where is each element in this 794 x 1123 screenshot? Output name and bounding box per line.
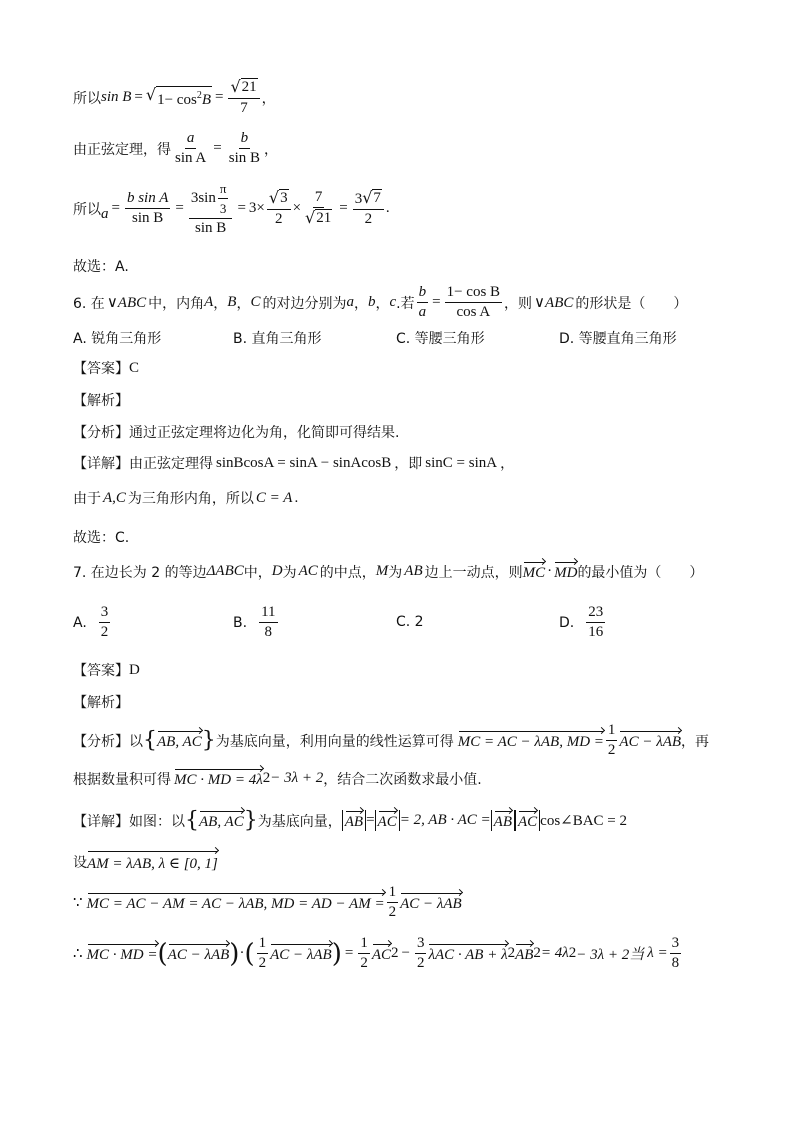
math: = (134, 89, 143, 105)
q6-xiangjie: 【详解】 由正弦定理得 sinBcosA = sinA − sinAcosB ，即 sinC = sinA ， (73, 454, 515, 472)
math: sin B (101, 89, 132, 105)
math: 1− cos (157, 92, 197, 108)
fraction: $\frac{b}{a}$ (418, 284, 427, 320)
math: 7 (240, 100, 248, 116)
q6-option-c: C. 等腰三角形 (396, 331, 485, 347)
q6-because: 由于 A,C 为三角形内角，所以 C = A . (73, 489, 299, 507)
math: a (101, 206, 109, 222)
text: 由正弦定理，得 (73, 141, 171, 158)
fraction: 7 √ 21 (305, 189, 332, 227)
q6-option-a: A. 锐角三角形 (73, 331, 162, 347)
math: B (201, 92, 211, 108)
q7-option-a: A. $\frac{3}{2}$ (73, 604, 109, 640)
fraction: 3 √ 7 2 (353, 189, 384, 228)
sup: 2 (196, 90, 202, 101)
q7-option-c: C. 2 (396, 614, 424, 630)
fraction: $\frac{\text{1− cos B}}{\text{cos A}}$ (446, 284, 501, 320)
math: 3× (248, 200, 265, 216)
sqrt: √ $1- \cos^2B$ (145, 85, 211, 108)
q7-therefore: ∴ MC · MD = ( AC − λAB ) · ( $\frac{1}{2}$ AC − λAB ) = $\frac{1}{2}$ AC 2 − $\frac{3}{2}$ λAC · AB + λ 2 AB 2 = 4λ 2 − 3λ + 2当 λ = $\frac{3}{8}$ (73, 935, 680, 971)
q7-set: 设 AM = λAB, λ ∈ [0, 1] (73, 850, 218, 873)
fraction: 3sin $\frac{\pi}{3}$ sin B (189, 180, 233, 237)
q6-stem: 6. 在 ∨ABC 中，内角 A ， B ， C 的对边分别为 a ， b ， c .若 $\frac{b}{a}$ = $\frac{\text{1− cos B}}{\text{cos A}}$ ，则 ∨ABC 的形状是（ ） (73, 284, 688, 320)
fraction: $\frac{\text{b sin A}}{\text{sin B}}$ (126, 190, 169, 226)
q7-analysis: 【解析】 (73, 695, 129, 711)
fraction: √ 3 2 (267, 189, 291, 228)
q7-fenxi-2: 根据数量积可得 MC · MD = 4λ 2 − 3λ + 2 ，结合二次函数求最小值. (73, 770, 482, 788)
q6-option-b: B. 直角三角形 (233, 331, 322, 347)
fraction: √ 21 7 (228, 78, 259, 117)
math: = (214, 89, 224, 105)
math: 21 (241, 79, 257, 95)
line-compute-a: 所以 a = $\frac{\text{b sin A}}{\text{sin B}}$ = 3sin $\frac{\pi}{3}$ sin B = 3× √ 3 2 × 7 √ 21 = 3 √ 7 2 . (73, 181, 390, 236)
line-sinB (73, 78, 276, 117)
line-sine-law: 由正弦定理，得 $\frac{a}{\text{sin A}}$ = $\frac{b}{\text{sin B}}$ ， (73, 130, 278, 166)
q6-choose: 故选：C. (73, 530, 130, 546)
text: ， (261, 90, 276, 107)
q6-option-d: D. 等腰直角三角形 (559, 331, 677, 347)
q7-fenxi: 【分析】 以 { AB, AC } 为基底向量，利用向量的线性运算可得 MC = AC − λAB, MD = $\frac{1}{2}$ AC − λAB ，再 (73, 722, 710, 758)
q7-option-b: B. $\frac{11}{8}$ (233, 604, 276, 640)
q7-stem: 7. 在边长为 2 的等边 ΔABC 中， D 为 AC 的中点， M 为 AB 边上一动点，则 MC · MD 的最小值为（ ） (73, 563, 704, 581)
q6-answer: 【答案】 C (73, 359, 140, 377)
text: ， (264, 141, 278, 158)
choice-line: 故选：A. (73, 259, 129, 275)
q7-xiangjie: 【详解】 如图：以 { AB, AC } 为基底向量， AB = AC = 2, AB · AC = AB AC cos∠BAC = 2 (73, 808, 628, 833)
q7-option-d: D. $\frac{23}{16}$ (559, 604, 604, 640)
fraction: $\frac{a}{\text{sin A}}$ (175, 130, 207, 166)
q7-answer: 【答案】 D (73, 661, 140, 679)
fraction: $\frac{b}{\text{sin B}}$ (228, 130, 260, 166)
q6-fenxi: 【分析】 通过正弦定理将边化为角，化简即可得结果. (73, 425, 400, 441)
q6-analysis: 【解析】 (73, 393, 129, 409)
text: 所以 (73, 201, 101, 218)
q7-since: ∵ MC = AC − AM = AC − λAB, MD = AD − AM = $\frac{1}{2}$ AC − λAB (73, 884, 462, 920)
text: 所以 (73, 90, 101, 107)
